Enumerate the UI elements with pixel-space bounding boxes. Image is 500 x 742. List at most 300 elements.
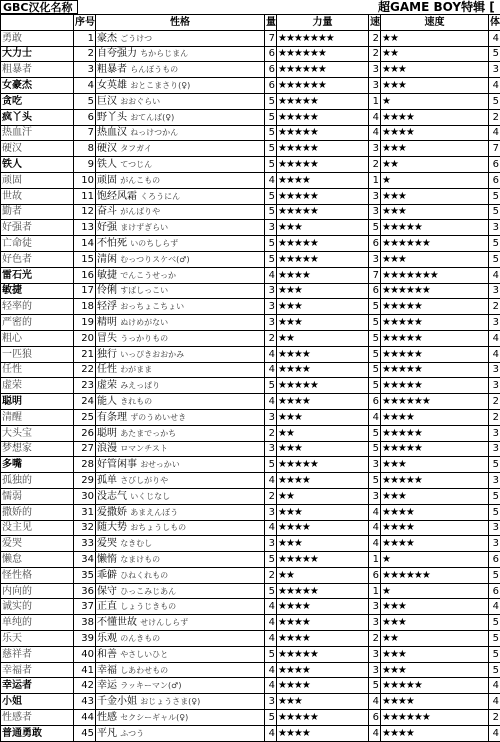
power-stars-cell: ★★★	[277, 315, 369, 331]
body-value-cell: 3	[489, 315, 500, 331]
speed-stars-cell: ★★★★	[381, 694, 489, 710]
speed-value-cell: 3	[369, 599, 381, 615]
speed-value-cell: 5	[369, 315, 381, 331]
body-value-cell: 2	[489, 394, 500, 410]
name-cell: 粗心	[1, 330, 74, 346]
power-stars-cell: ★★★★★	[277, 552, 369, 568]
speed-value-cell: 3	[369, 251, 381, 267]
power-stars-cell: ★★★★★	[277, 251, 369, 267]
number-cell: 35	[74, 567, 96, 583]
number-cell: 19	[74, 315, 96, 331]
number-cell: 38	[74, 615, 96, 631]
trait-cell	[96, 330, 265, 346]
power-stars-cell: ★★★★★★	[277, 78, 369, 94]
power-stars-cell: ★★★★	[277, 346, 369, 362]
number-cell: 24	[74, 394, 96, 410]
number-cell: 21	[74, 346, 96, 362]
number-cell: 27	[74, 441, 96, 457]
body-value-cell: 2	[489, 710, 500, 726]
trait-cell	[96, 646, 265, 662]
trait-kanji: 热血汉	[97, 127, 127, 138]
power-value-cell: 4	[265, 172, 277, 188]
trait-kana: がんばりや	[120, 207, 160, 216]
speed-value-cell: 5	[369, 441, 381, 457]
number-cell: 29	[74, 473, 96, 489]
body-value-cell: 4	[489, 678, 500, 694]
name-cell: 贪吃	[1, 93, 74, 109]
trait-kanji: 虚荣	[97, 380, 117, 391]
number-cell: 28	[74, 457, 96, 473]
speed-value-cell: 5	[369, 346, 381, 362]
speed-value-cell: 1	[369, 552, 381, 568]
body-value-cell: 4	[489, 330, 500, 346]
speed-value-cell: 1	[369, 93, 381, 109]
number-cell: 25	[74, 409, 96, 425]
power-value-cell: 4	[265, 362, 277, 378]
body-value-cell: 7	[489, 141, 500, 157]
power-stars-cell: ★★★★	[277, 267, 369, 283]
table-row	[1, 504, 500, 520]
speed-value-cell: 5	[369, 678, 381, 694]
number-cell: 4	[74, 78, 96, 94]
body-value-cell: 3	[489, 378, 500, 394]
table-row	[1, 631, 500, 647]
trait-kanji: 巨汉	[97, 96, 117, 107]
speed-value-cell: 6	[369, 236, 381, 252]
trait-kana: いっぴきおおかみ	[120, 350, 184, 359]
speed-value-cell: 4	[369, 536, 381, 552]
trait-kanji: 伶俐	[97, 285, 117, 296]
name-cell: 聪明	[1, 394, 74, 410]
table-row	[1, 425, 500, 441]
trait-cell	[96, 251, 265, 267]
speed-stars-cell: ★★★	[381, 646, 489, 662]
table-row	[1, 299, 500, 315]
number-cell: 33	[74, 536, 96, 552]
table-row	[1, 694, 500, 710]
table-row	[1, 346, 500, 362]
trait-kana: しょうじきもの	[120, 602, 176, 611]
trait-kanji: 正直	[97, 601, 117, 612]
number-cell: 16	[74, 267, 96, 283]
table-row	[1, 220, 500, 236]
table-row	[1, 473, 500, 489]
power-value-cell: 4	[265, 520, 277, 536]
table-row	[1, 78, 500, 94]
trait-kana: ねっけつかん	[130, 128, 178, 137]
trait-cell	[96, 441, 265, 457]
trait-kana: ずのうめいせき	[130, 413, 186, 422]
number-cell: 23	[74, 378, 96, 394]
power-stars-cell: ★★★★★	[277, 378, 369, 394]
power-stars-cell: ★★★★★★	[277, 46, 369, 62]
table-row	[1, 141, 500, 157]
body-value-cell: 5	[489, 631, 500, 647]
trait-cell	[96, 599, 265, 615]
power-value-cell: 5	[265, 109, 277, 125]
trait-table	[0, 14, 500, 742]
name-cell: 幸运者	[1, 678, 74, 694]
power-stars-cell: ★★	[277, 567, 369, 583]
trait-kana: ぬけめがない	[120, 318, 168, 327]
power-stars-cell: ★★★★★	[277, 236, 369, 252]
body-value-cell: 4	[489, 599, 500, 615]
trait-kana: なまけもの	[120, 555, 160, 564]
power-stars-cell: ★★★	[277, 504, 369, 520]
number-cell: 1	[74, 30, 96, 46]
body-value-cell: 3	[489, 362, 500, 378]
number-cell: 34	[74, 552, 96, 568]
name-cell: 性感者	[1, 710, 74, 726]
table-row	[1, 125, 500, 141]
table-row	[1, 536, 500, 552]
power-value-cell: 5	[265, 552, 277, 568]
table-row	[1, 109, 500, 125]
power-value-cell: 2	[265, 330, 277, 346]
table-row	[1, 457, 500, 473]
power-value-cell: 4	[265, 615, 277, 631]
power-value-cell: 4	[265, 267, 277, 283]
speed-stars-cell: ★★★★★	[381, 441, 489, 457]
power-stars-cell: ★★★★★	[277, 188, 369, 204]
power-stars-cell: ★★★★★	[277, 710, 369, 726]
body-value-cell: 5	[489, 457, 500, 473]
trait-kana: やさしいひと	[120, 650, 168, 659]
power-value-cell: 4	[265, 599, 277, 615]
speed-value-cell: 5	[369, 220, 381, 236]
speed-value-cell: 4	[369, 409, 381, 425]
col-body-header: 体	[489, 15, 500, 31]
trait-cell	[96, 236, 265, 252]
trait-kana: のんきもの	[120, 634, 160, 643]
name-cell: 孤独的	[1, 473, 74, 489]
body-value-cell: 5	[489, 662, 500, 678]
trait-kanji: 爱哭	[97, 538, 117, 549]
speed-stars-cell: ★	[381, 172, 489, 188]
power-stars-cell: ★★★★	[277, 394, 369, 410]
speed-value-cell: 3	[369, 662, 381, 678]
number-cell: 20	[74, 330, 96, 346]
speed-value-cell: 7	[369, 267, 381, 283]
speed-stars-cell: ★★★	[381, 188, 489, 204]
speed-value-cell: 3	[369, 204, 381, 220]
power-stars-cell: ★★★★	[277, 362, 369, 378]
power-stars-cell: ★★★	[277, 441, 369, 457]
speed-stars-cell: ★★	[381, 46, 489, 62]
speed-stars-cell: ★★★	[381, 251, 489, 267]
trait-kanji: 好强	[97, 222, 117, 233]
trait-cell	[96, 694, 265, 710]
trait-kana: でんこうせっか	[120, 271, 176, 280]
trait-kanji: 随大势	[97, 522, 127, 533]
trait-kanji: 敏捷	[97, 270, 117, 281]
body-value-cell: 5	[489, 615, 500, 631]
power-stars-cell: ★★	[277, 330, 369, 346]
power-value-cell: 4	[265, 473, 277, 489]
table-row	[1, 520, 500, 536]
number-cell: 9	[74, 157, 96, 173]
body-value-cell: 3	[489, 473, 500, 489]
speed-stars-cell: ★★★★★	[381, 425, 489, 441]
col-power-header: 力量	[277, 15, 369, 31]
trait-kana: ロマンチスト	[120, 444, 168, 453]
power-stars-cell: ★★★★	[277, 662, 369, 678]
trait-kana: がんこもの	[120, 176, 160, 185]
number-cell: 2	[74, 46, 96, 62]
trait-kana: きれもの	[120, 397, 152, 406]
trait-kanji: 爱撒娇	[97, 507, 127, 518]
name-cell: 勇敢	[1, 30, 74, 46]
trait-cell	[96, 473, 265, 489]
trait-kana: ラッキーマン(♂)	[120, 681, 181, 690]
name-cell: 内向的	[1, 583, 74, 599]
body-value-cell: 5	[489, 646, 500, 662]
trait-kana: おおぐらい	[120, 97, 160, 106]
name-cell: 雷石光	[1, 267, 74, 283]
trait-kana: くろうにん	[140, 192, 180, 201]
number-cell: 45	[74, 725, 96, 741]
speed-stars-cell: ★★★★	[381, 520, 489, 536]
trait-kanji: 乐观	[97, 633, 117, 644]
trait-kanji: 女英雄	[97, 80, 127, 91]
trait-cell	[96, 631, 265, 647]
table-row	[1, 552, 500, 568]
trait-kana: しあわせもの	[120, 666, 168, 675]
gbc-name-header: GBC汉化名称	[0, 0, 78, 14]
table-row	[1, 30, 500, 46]
trait-kana: ちからじまん	[140, 49, 188, 58]
sheet-title: 超GAME BOY特辑 [	[378, 0, 500, 14]
speed-stars-cell: ★★★	[381, 615, 489, 631]
table-row	[1, 93, 500, 109]
speed-stars-cell: ★★★★★	[381, 346, 489, 362]
speed-value-cell: 5	[369, 330, 381, 346]
body-value-cell: 5	[489, 46, 500, 62]
trait-cell	[96, 583, 265, 599]
trait-kanji: 奋斗	[97, 206, 117, 217]
speed-stars-cell: ★	[381, 552, 489, 568]
trait-kanji: 没志气	[97, 491, 127, 502]
table-row	[1, 157, 500, 173]
trait-cell	[96, 346, 265, 362]
speed-value-cell: 3	[369, 188, 381, 204]
trait-cell	[96, 299, 265, 315]
power-stars-cell: ★★★	[277, 409, 369, 425]
trait-kanji: 幸福	[97, 665, 117, 676]
power-value-cell: 3	[265, 409, 277, 425]
trait-kana: なきむし	[120, 539, 152, 548]
name-cell: 敏捷	[1, 283, 74, 299]
body-value-cell: 5	[489, 204, 500, 220]
trait-kana: タフガイ	[120, 144, 152, 153]
speed-stars-cell: ★	[381, 583, 489, 599]
power-value-cell: 5	[265, 251, 277, 267]
trait-kanji: 不懂世故	[97, 617, 137, 628]
table-row	[1, 251, 500, 267]
table-row	[1, 567, 500, 583]
power-value-cell: 4	[265, 346, 277, 362]
trait-kanji: 幸运	[97, 680, 117, 691]
speed-value-cell: 5	[369, 473, 381, 489]
trait-kana: みえっぱり	[120, 381, 160, 390]
power-value-cell: 6	[265, 78, 277, 94]
table-row	[1, 646, 500, 662]
speed-stars-cell: ★★★★★★	[381, 567, 489, 583]
col-name-header	[1, 15, 74, 31]
trait-kanji: 性感	[97, 712, 117, 723]
speed-stars-cell: ★	[381, 93, 489, 109]
table-row	[1, 204, 500, 220]
number-cell: 8	[74, 141, 96, 157]
table-row	[1, 583, 500, 599]
name-cell: 多嘴	[1, 457, 74, 473]
power-stars-cell: ★★★★★	[277, 646, 369, 662]
trait-cell	[96, 662, 265, 678]
speed-value-cell: 4	[369, 520, 381, 536]
trait-cell	[96, 78, 265, 94]
power-stars-cell: ★★★	[277, 694, 369, 710]
name-cell: 爱哭	[1, 536, 74, 552]
speed-stars-cell: ★★★	[381, 62, 489, 78]
trait-kanji: 顽固	[97, 175, 117, 186]
trait-kana: あたまでっかち	[120, 429, 176, 438]
name-cell: 单纯的	[1, 615, 74, 631]
trait-cell	[96, 378, 265, 394]
number-cell: 13	[74, 220, 96, 236]
trait-kana: まけずぎらい	[120, 223, 168, 232]
speed-stars-cell: ★★★	[381, 488, 489, 504]
power-value-cell: 5	[265, 378, 277, 394]
number-cell: 12	[74, 204, 96, 220]
trait-kanji: 好管闲事	[97, 459, 137, 470]
trait-cell	[96, 725, 265, 741]
speed-value-cell: 5	[369, 425, 381, 441]
table-row	[1, 267, 500, 283]
trait-kana: すばしっこい	[120, 286, 168, 295]
trait-kanji: 任性	[97, 364, 117, 375]
trait-cell	[96, 362, 265, 378]
trait-cell	[96, 504, 265, 520]
name-cell: 懦弱	[1, 488, 74, 504]
power-stars-cell: ★★★	[277, 536, 369, 552]
power-stars-cell: ★★★★	[277, 678, 369, 694]
power-stars-cell: ★★★★	[277, 725, 369, 741]
power-stars-cell: ★★	[277, 488, 369, 504]
name-cell: 世故	[1, 188, 74, 204]
power-value-cell: 5	[265, 141, 277, 157]
power-value-cell: 5	[265, 188, 277, 204]
speed-stars-cell: ★★★★★	[381, 378, 489, 394]
power-stars-cell: ★★★★	[277, 520, 369, 536]
body-value-cell: 4	[489, 125, 500, 141]
trait-kana: ごうけつ	[120, 34, 152, 43]
trait-kana: おじょうさま(♀)	[140, 697, 200, 706]
power-value-cell: 4	[265, 725, 277, 741]
trait-cell	[96, 457, 265, 473]
body-value-cell: 4	[489, 30, 500, 46]
power-value-cell: 6	[265, 46, 277, 62]
trait-kana: ふつう	[120, 729, 144, 738]
power-value-cell: 5	[265, 236, 277, 252]
number-cell: 7	[74, 125, 96, 141]
trait-cell	[96, 315, 265, 331]
power-stars-cell: ★★	[277, 425, 369, 441]
trait-kana: いくじなし	[130, 492, 170, 501]
col-speed-header: 速度	[381, 15, 489, 31]
name-cell: 一匹狼	[1, 346, 74, 362]
power-value-cell: 5	[265, 157, 277, 173]
body-value-cell: 5	[489, 188, 500, 204]
power-stars-cell: ★★★★★	[277, 141, 369, 157]
power-value-cell: 5	[265, 204, 277, 220]
name-cell: 顽固	[1, 172, 74, 188]
trait-kanji: 保守	[97, 586, 117, 597]
speed-value-cell: 4	[369, 725, 381, 741]
speed-stars-cell: ★★★★★	[381, 220, 489, 236]
power-value-cell: 3	[265, 299, 277, 315]
trait-cell	[96, 220, 265, 236]
trait-cell	[96, 488, 265, 504]
table-row	[1, 172, 500, 188]
body-value-cell: 5	[489, 93, 500, 109]
speed-stars-cell: ★★★★★	[381, 315, 489, 331]
body-value-cell: 3	[489, 283, 500, 299]
table-row	[1, 188, 500, 204]
trait-kanji: 千金小姐	[97, 696, 137, 707]
power-value-cell: 4	[265, 678, 277, 694]
speed-value-cell: 3	[369, 78, 381, 94]
trait-cell	[96, 567, 265, 583]
power-stars-cell: ★★★★★	[277, 204, 369, 220]
col-speed-num-header: 速	[369, 15, 381, 31]
speed-value-cell: 5	[369, 362, 381, 378]
trait-kanji: 粗暴者	[97, 64, 127, 75]
number-cell: 42	[74, 678, 96, 694]
power-stars-cell: ★★★★★	[277, 109, 369, 125]
number-cell: 6	[74, 109, 96, 125]
speed-stars-cell: ★★★★	[381, 536, 489, 552]
trait-kana: おっちょこちょい	[120, 302, 184, 311]
number-cell: 11	[74, 188, 96, 204]
name-cell: 热血汗	[1, 125, 74, 141]
trait-cell	[96, 425, 265, 441]
speed-stars-cell: ★★★★★	[381, 330, 489, 346]
trait-kanji: 精明	[97, 317, 117, 328]
trait-kana: せけんしらず	[140, 618, 188, 627]
power-value-cell: 5	[265, 646, 277, 662]
speed-value-cell: 5	[369, 299, 381, 315]
speed-stars-cell: ★★★★★	[381, 678, 489, 694]
power-stars-cell: ★★★	[277, 220, 369, 236]
number-cell: 5	[74, 93, 96, 109]
body-value-cell: 5	[489, 251, 500, 267]
trait-cell	[96, 552, 265, 568]
name-cell: 小姐	[1, 694, 74, 710]
number-cell: 37	[74, 599, 96, 615]
table-row	[1, 236, 500, 252]
power-value-cell: 5	[265, 583, 277, 599]
speed-value-cell: 4	[369, 504, 381, 520]
number-cell: 17	[74, 283, 96, 299]
number-cell: 43	[74, 694, 96, 710]
body-value-cell: 5	[489, 488, 500, 504]
speed-stars-cell: ★★★★★	[381, 299, 489, 315]
name-cell: 诚实的	[1, 599, 74, 615]
power-value-cell: 5	[265, 457, 277, 473]
trait-cell	[96, 125, 265, 141]
col-no-header: 序号	[74, 15, 96, 31]
header-row	[1, 15, 500, 31]
